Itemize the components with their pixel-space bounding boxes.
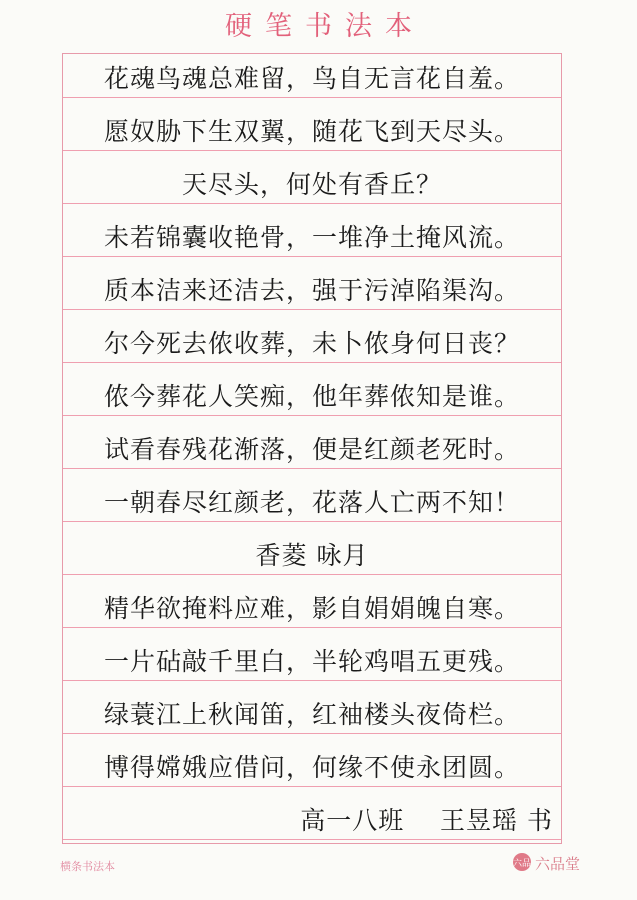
poem-line: 尔今死去侬收葬，未卜侬身何日丧？	[103, 329, 520, 358]
poem-line: 天尽头，何处有香丘？	[181, 170, 442, 199]
poem-line: 绿蓑江上秋闻笛，红袖楼头夜倚栏。	[103, 700, 520, 729]
signature: 高一八班 王昱瑶 书	[300, 806, 553, 835]
poem-line: 试看春残花渐落，便是红颜老死时。	[103, 435, 520, 464]
poem-line: 质本洁来还洁去，强于污淖陷渠沟。	[103, 276, 520, 305]
page-title: 硬笔书法本	[225, 11, 425, 42]
notebook-type-label: 横条书法本	[60, 860, 115, 873]
poem-line: 一片砧敲千里白，半轮鸡唱五更残。	[103, 647, 520, 676]
poem-line: 精华欲掩料应难，影自娟娟魄自寒。	[103, 594, 520, 623]
poem-line: 花魂鸟魂总难留，鸟自无言花自羞。	[103, 64, 520, 93]
poem-heading: 香菱 咏月	[255, 541, 369, 570]
brand-name: 六品堂	[535, 855, 581, 873]
poem-line: 愿奴胁下生双翼，随花飞到天尽头。	[103, 117, 520, 146]
poem-line: 博得嫦娥应借问，何缘不使永团圆。	[103, 753, 520, 782]
writing-grid	[62, 53, 562, 844]
signature-line	[63, 797, 561, 841]
poem-line: 一朝春尽红颜老，花落人亡两不知！	[103, 488, 520, 517]
brand-seal-logo: 六品	[513, 853, 531, 871]
poem-line: 未若锦囊收艳骨，一堆净土掩风流。	[103, 223, 520, 252]
poem-line: 侬今葬花人笑痴，他年葬侬知是谁。	[103, 382, 520, 411]
